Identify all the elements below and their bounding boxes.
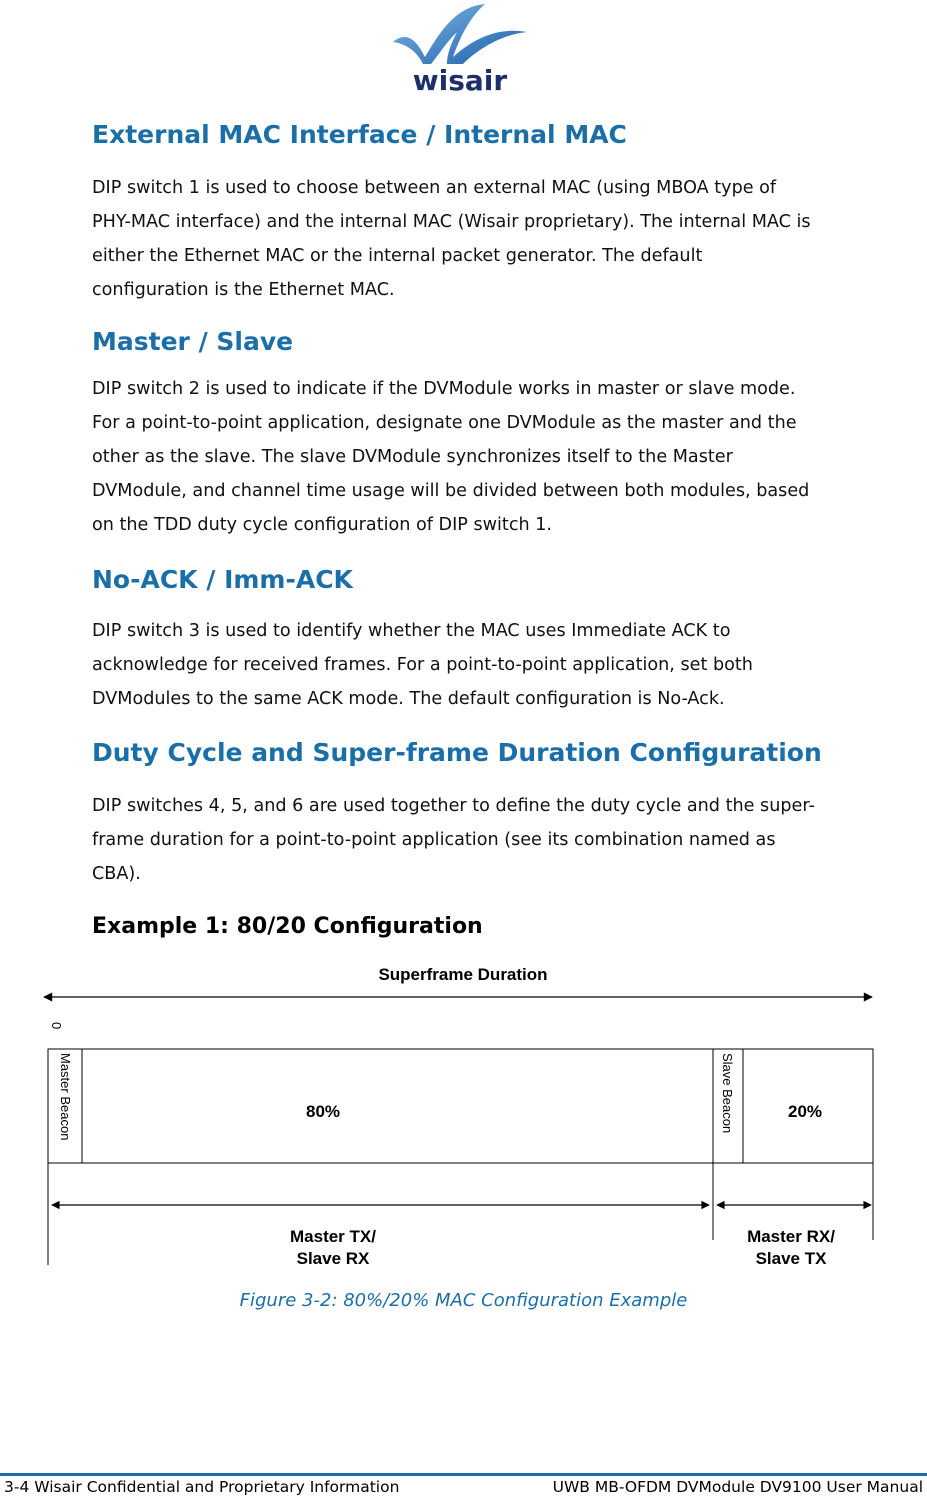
section-heading-master-slave: Master / Slave bbox=[92, 327, 294, 356]
section-heading-external-mac: External MAC Interface / Internal MAC bbox=[92, 120, 627, 149]
logo-wordmark: wisair bbox=[412, 64, 508, 96]
master-percentage: 80% bbox=[305, 1102, 341, 1121]
slave-beacon-label: Slave Beacon bbox=[720, 1053, 735, 1134]
footer-rule bbox=[0, 1473, 927, 1476]
wisair-logo bbox=[385, 2, 535, 96]
figure-caption: Figure 3-2: 80%/20% MAC Configuration Example bbox=[239, 1290, 688, 1311]
master-rx-label-2: Slave TX bbox=[755, 1249, 827, 1268]
footer-left-text: 3-4 Wisair Confidential and Proprietary Information bbox=[4, 1478, 400, 1496]
master-tx-label-1: Master TX/ bbox=[290, 1227, 376, 1246]
section-body-external-mac: DIP switch 1 is used to choose between an external MAC (using MBOA type of PHY-MAC interface) and the internal MAC (Wisair proprietary). The internal MAC is either the Ethernet MAC or the internal packet generator. The default configuration is the Ethernet MAC. bbox=[92, 178, 811, 300]
master-beacon-label: Master Beacon bbox=[58, 1053, 73, 1141]
master-rx-label-1: Master RX/ bbox=[747, 1227, 835, 1246]
master-tx-label-2: Slave RX bbox=[296, 1249, 370, 1268]
section-body-ack: DIP switch 3 is used to identify whether the MAC uses Immediate ACK to acknowledge for received frames. For a point-to-point application, set both DVModules to the same ACK mode. The default configuration is No-Ack. bbox=[92, 621, 753, 709]
section-heading-ack: No-ACK / Imm-ACK bbox=[92, 565, 353, 594]
section-body-master-slave: DIP switch 2 is used to indicate if the DVModule works in master or slave mode. For a point-to-point application, designate one DVModule as the master and the other as the slave. The slave DVModule synchronizes itself to the Master DVModule, and channel time usage will be divided between both modules, based on the TDD duty cycle configuration of DIP switch 1. bbox=[92, 379, 810, 535]
example-heading: Example 1: 80/20 Configuration bbox=[92, 914, 483, 939]
section-heading-duty-cycle: Duty Cycle and Super-frame Duration Configuration bbox=[92, 738, 822, 767]
slave-percentage: 20% bbox=[787, 1102, 823, 1121]
section-body-duty-cycle: DIP switches 4, 5, and 6 are used together to define the duty cycle and the super- frame duration for a point-to-point application (see its combination named as CBA). bbox=[92, 796, 815, 884]
superframe-label: Superframe Duration bbox=[378, 965, 548, 984]
superframe-diagram bbox=[0, 955, 927, 1285]
zero-label: 0 bbox=[49, 1022, 64, 1030]
footer-right-text: UWB MB-OFDM DVModule DV9100 User Manual bbox=[552, 1478, 923, 1496]
frame-box bbox=[48, 1049, 873, 1163]
